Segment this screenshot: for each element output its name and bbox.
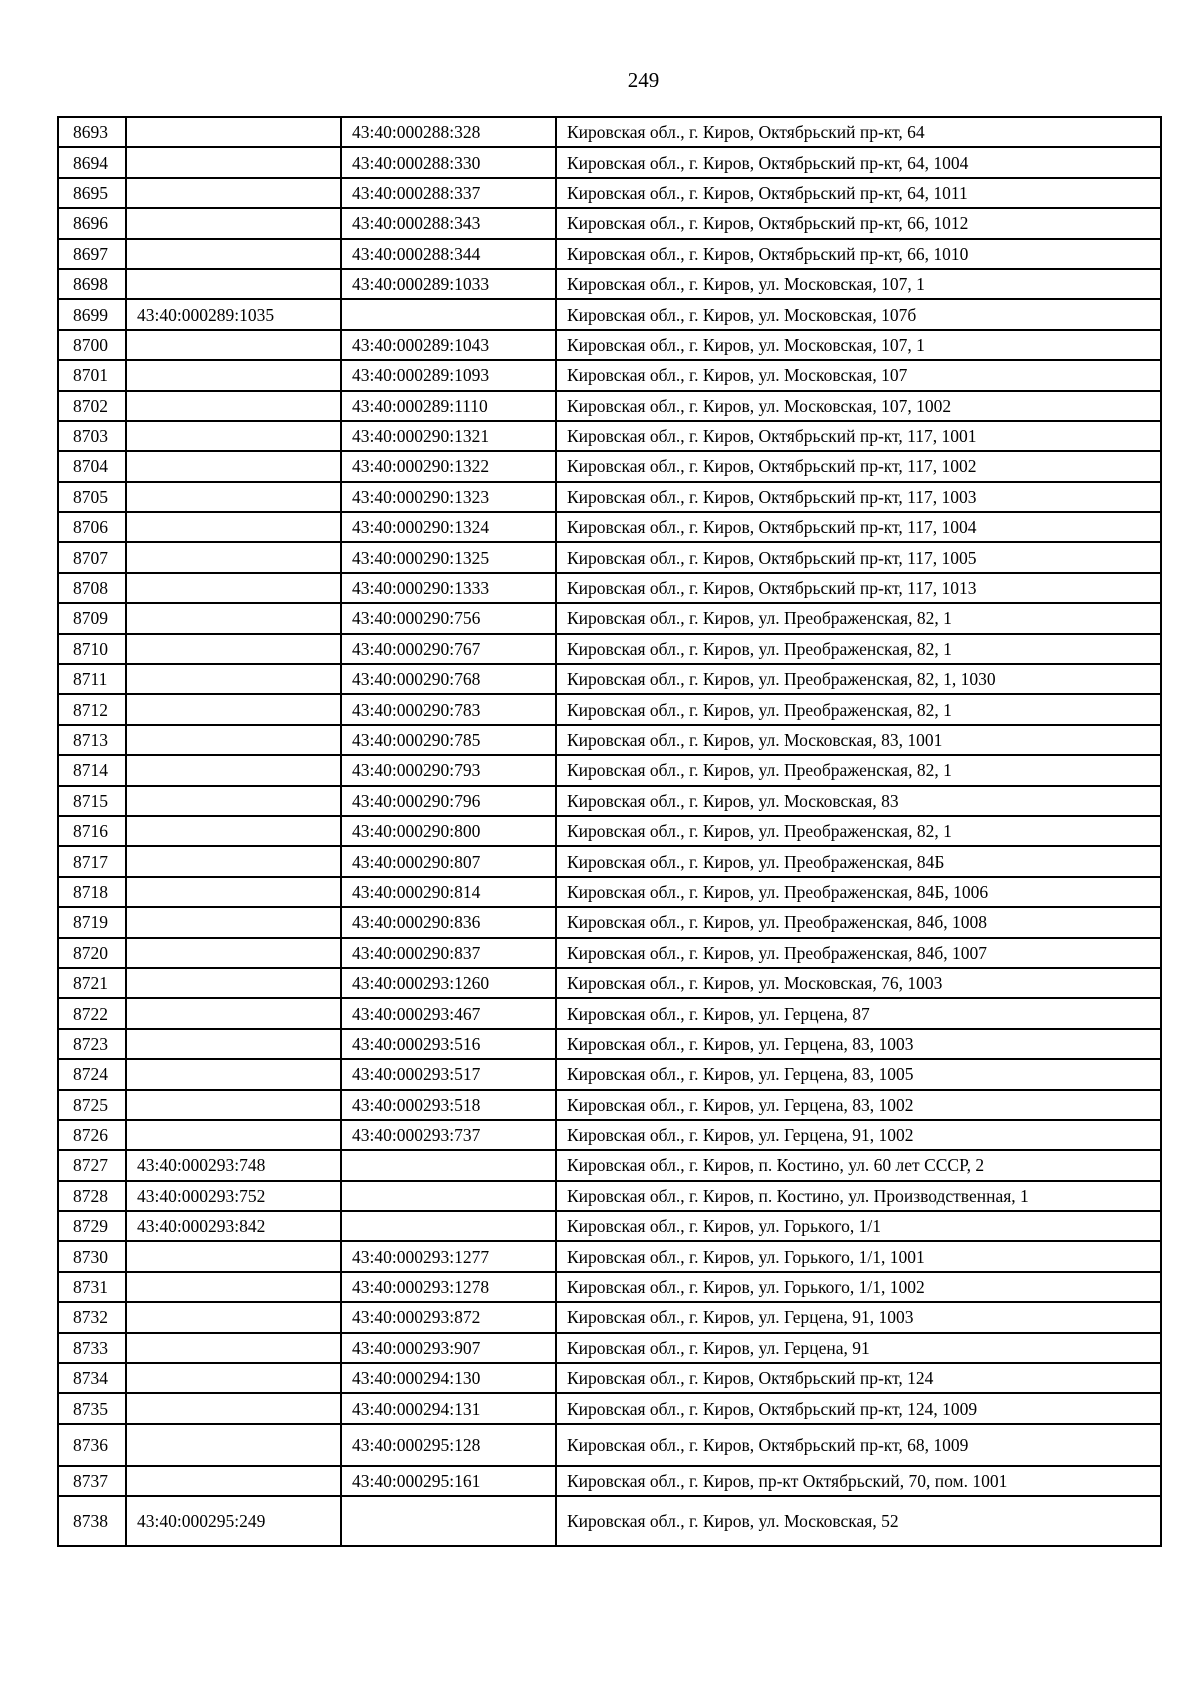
row-number-cell: 8706	[58, 512, 126, 542]
cadastral-number-a-cell	[126, 846, 341, 876]
cadastral-number-a-cell	[126, 1241, 341, 1271]
table-row	[58, 299, 1161, 329]
table-row	[58, 634, 1161, 664]
address-cell: Кировская обл., г. Киров, Октябрьский пр-кт, 64, 1011	[556, 178, 1161, 208]
address-cell: Кировская обл., г. Киров, Октябрьский пр-кт, 66, 1012	[556, 208, 1161, 238]
cadastral-number-a-cell: 43:40:000293:752	[126, 1181, 341, 1211]
table-row	[58, 421, 1161, 451]
row-number-cell: 8713	[58, 725, 126, 755]
cadastral-number-a-cell	[126, 1120, 341, 1150]
cadastral-number-a-cell	[126, 117, 341, 147]
address-cell: Кировская обл., г. Киров, Октябрьский пр-кт, 117, 1013	[556, 573, 1161, 603]
address-cell: Кировская обл., г. Киров, ул. Герцена, 91, 1002	[556, 1120, 1161, 1150]
row-number-cell: 8700	[58, 330, 126, 360]
table-row	[58, 269, 1161, 299]
table-row	[58, 1241, 1161, 1271]
cadastral-number-a-cell	[126, 1029, 341, 1059]
table-row	[58, 573, 1161, 603]
cadastral-number-b-cell: 43:40:000290:756	[341, 603, 556, 633]
cadastral-number-a-cell	[126, 573, 341, 603]
row-number-cell: 8738	[58, 1496, 126, 1546]
table-row	[58, 1150, 1161, 1180]
table-row	[58, 694, 1161, 724]
cadastral-number-b-cell: 43:40:000289:1043	[341, 330, 556, 360]
address-cell: Кировская обл., г. Киров, ул. Преображенская, 82, 1	[556, 694, 1161, 724]
row-number-cell: 8696	[58, 208, 126, 238]
address-cell: Кировская обл., г. Киров, Октябрьский пр-кт, 64, 1004	[556, 147, 1161, 177]
row-number-cell: 8726	[58, 1120, 126, 1150]
row-number-cell: 8707	[58, 542, 126, 572]
address-cell: Кировская обл., г. Киров, ул. Герцена, 83, 1005	[556, 1059, 1161, 1089]
cadastral-number-a-cell	[126, 147, 341, 177]
address-cell: Кировская обл., г. Киров, Октябрьский пр-кт, 64	[556, 117, 1161, 147]
address-cell: Кировская обл., г. Киров, Октябрьский пр-кт, 66, 1010	[556, 239, 1161, 269]
table-row	[58, 786, 1161, 816]
table-row	[58, 1120, 1161, 1150]
cadastral-number-b-cell: 43:40:000293:1277	[341, 1241, 556, 1271]
cadastral-number-b-cell: 43:40:000288:343	[341, 208, 556, 238]
row-number-cell: 8731	[58, 1272, 126, 1302]
cadastral-number-b-cell: 43:40:000290:1324	[341, 512, 556, 542]
cadastral-number-b-cell: 43:40:000293:907	[341, 1333, 556, 1363]
address-cell: Кировская обл., г. Киров, ул. Московская, 107, 1	[556, 330, 1161, 360]
cadastral-number-a-cell	[126, 938, 341, 968]
cadastral-number-a-cell	[126, 786, 341, 816]
row-number-cell: 8698	[58, 269, 126, 299]
cadastral-number-a-cell	[126, 725, 341, 755]
row-number-cell: 8715	[58, 786, 126, 816]
row-number-cell: 8714	[58, 755, 126, 785]
cadastral-number-b-cell: 43:40:000289:1093	[341, 360, 556, 390]
cadastral-number-a-cell	[126, 968, 341, 998]
cadastral-number-a-cell	[126, 542, 341, 572]
cadastral-number-a-cell	[126, 1363, 341, 1393]
address-cell: Кировская обл., г. Киров, пр-кт Октябрьский, 70, пом. 1001	[556, 1466, 1161, 1496]
address-cell: Кировская обл., г. Киров, ул. Горького, 1/1	[556, 1211, 1161, 1241]
row-number-cell: 8729	[58, 1211, 126, 1241]
cadastral-number-a-cell	[126, 907, 341, 937]
cadastral-number-b-cell: 43:40:000290:796	[341, 786, 556, 816]
table-row	[58, 1029, 1161, 1059]
cadastral-number-b-cell: 43:40:000293:518	[341, 1090, 556, 1120]
cadastral-number-b-cell: 43:40:000290:1333	[341, 573, 556, 603]
table-row	[58, 451, 1161, 481]
table-row	[58, 846, 1161, 876]
row-number-cell: 8737	[58, 1466, 126, 1496]
cadastral-number-a-cell	[126, 330, 341, 360]
row-number-cell: 8716	[58, 816, 126, 846]
cadastral-number-a-cell	[126, 391, 341, 421]
property-table	[57, 116, 1162, 1547]
cadastral-number-b-cell: 43:40:000290:814	[341, 877, 556, 907]
cadastral-number-a-cell	[126, 239, 341, 269]
cadastral-number-a-cell	[126, 1333, 341, 1363]
address-cell: Кировская обл., г. Киров, ул. Преображенская, 84б, 1008	[556, 907, 1161, 937]
cadastral-number-a-cell	[126, 664, 341, 694]
table-row	[58, 1363, 1161, 1393]
cadastral-number-b-cell: 43:40:000293:516	[341, 1029, 556, 1059]
row-number-cell: 8712	[58, 694, 126, 724]
row-number-cell: 8717	[58, 846, 126, 876]
cadastral-number-b-cell	[341, 1496, 556, 1546]
cadastral-number-b-cell: 43:40:000288:337	[341, 178, 556, 208]
cadastral-number-a-cell	[126, 360, 341, 390]
row-number-cell: 8732	[58, 1302, 126, 1332]
table-row	[58, 938, 1161, 968]
row-number-cell: 8727	[58, 1150, 126, 1180]
row-number-cell: 8725	[58, 1090, 126, 1120]
row-number-cell: 8693	[58, 117, 126, 147]
table-row	[58, 391, 1161, 421]
cadastral-number-a-cell	[126, 208, 341, 238]
table-row	[58, 1333, 1161, 1363]
row-number-cell: 8736	[58, 1424, 126, 1466]
cadastral-number-b-cell: 43:40:000295:161	[341, 1466, 556, 1496]
row-number-cell: 8705	[58, 482, 126, 512]
table-row	[58, 482, 1161, 512]
address-cell: Кировская обл., г. Киров, ул. Герцена, 83, 1002	[556, 1090, 1161, 1120]
row-number-cell: 8735	[58, 1393, 126, 1423]
table-row	[58, 1181, 1161, 1211]
row-number-cell: 8730	[58, 1241, 126, 1271]
address-cell: Кировская обл., г. Киров, ул. Герцена, 91	[556, 1333, 1161, 1363]
cadastral-number-b-cell: 43:40:000290:768	[341, 664, 556, 694]
cadastral-number-a-cell: 43:40:000295:249	[126, 1496, 341, 1546]
row-number-cell: 8709	[58, 603, 126, 633]
cadastral-number-b-cell: 43:40:000295:128	[341, 1424, 556, 1466]
row-number-cell: 8723	[58, 1029, 126, 1059]
cadastral-number-b-cell: 43:40:000293:1278	[341, 1272, 556, 1302]
address-cell: Кировская обл., г. Киров, ул. Преображенская, 84Б	[556, 846, 1161, 876]
address-cell: Кировская обл., г. Киров, ул. Московская, 107, 1002	[556, 391, 1161, 421]
cadastral-number-b-cell: 43:40:000293:517	[341, 1059, 556, 1089]
table-row	[58, 1302, 1161, 1332]
cadastral-number-a-cell	[126, 269, 341, 299]
row-number-cell: 8711	[58, 664, 126, 694]
address-cell: Кировская обл., г. Киров, ул. Московская, 107б	[556, 299, 1161, 329]
table-row	[58, 1211, 1161, 1241]
cadastral-number-a-cell	[126, 1059, 341, 1089]
table-row	[58, 725, 1161, 755]
cadastral-number-b-cell: 43:40:000288:344	[341, 239, 556, 269]
address-cell: Кировская обл., г. Киров, ул. Преображенская, 82, 1	[556, 816, 1161, 846]
cadastral-number-a-cell	[126, 755, 341, 785]
cadastral-number-b-cell: 43:40:000290:767	[341, 634, 556, 664]
row-number-cell: 8694	[58, 147, 126, 177]
table-row	[58, 755, 1161, 785]
cadastral-number-a-cell	[126, 1466, 341, 1496]
address-cell: Кировская обл., г. Киров, ул. Московская, 107, 1	[556, 269, 1161, 299]
row-number-cell: 8720	[58, 938, 126, 968]
address-cell: Кировская обл., г. Киров, Октябрьский пр-кт, 124, 1009	[556, 1393, 1161, 1423]
table-row	[58, 1393, 1161, 1423]
cadastral-number-a-cell	[126, 694, 341, 724]
cadastral-number-a-cell	[126, 816, 341, 846]
cadastral-number-b-cell	[341, 1211, 556, 1241]
cadastral-number-b-cell	[341, 1181, 556, 1211]
cadastral-number-b-cell: 43:40:000290:807	[341, 846, 556, 876]
row-number-cell: 8702	[58, 391, 126, 421]
address-cell: Кировская обл., г. Киров, Октябрьский пр-кт, 124	[556, 1363, 1161, 1393]
cadastral-number-a-cell	[126, 178, 341, 208]
table-row	[58, 147, 1161, 177]
address-cell: Кировская обл., г. Киров, ул. Московская, 52	[556, 1496, 1161, 1546]
table-row	[58, 330, 1161, 360]
table-row	[58, 1090, 1161, 1120]
cadastral-number-b-cell: 43:40:000290:793	[341, 755, 556, 785]
table-row	[58, 1466, 1161, 1496]
address-cell: Кировская обл., г. Киров, ул. Преображенская, 82, 1, 1030	[556, 664, 1161, 694]
table-row	[58, 664, 1161, 694]
table-row	[58, 178, 1161, 208]
table-row	[58, 603, 1161, 633]
address-cell: Кировская обл., г. Киров, п. Костино, ул. 60 лет СССР, 2	[556, 1150, 1161, 1180]
address-cell: Кировская обл., г. Киров, Октябрьский пр-кт, 68, 1009	[556, 1424, 1161, 1466]
address-cell: Кировская обл., г. Киров, ул. Горького, 1/1, 1001	[556, 1241, 1161, 1271]
cadastral-number-a-cell	[126, 1302, 341, 1332]
address-cell: Кировская обл., г. Киров, ул. Герцена, 91, 1003	[556, 1302, 1161, 1332]
page-number: 249	[627, 68, 660, 92]
table-row	[58, 208, 1161, 238]
cadastral-number-a-cell	[126, 1272, 341, 1302]
cadastral-number-a-cell	[126, 421, 341, 451]
cadastral-number-a-cell	[126, 1393, 341, 1423]
cadastral-number-b-cell: 43:40:000290:836	[341, 907, 556, 937]
row-number-cell: 8722	[58, 998, 126, 1028]
cadastral-number-b-cell	[341, 299, 556, 329]
table-row	[58, 239, 1161, 269]
cadastral-number-b-cell: 43:40:000290:1322	[341, 451, 556, 481]
cadastral-number-b-cell: 43:40:000290:1323	[341, 482, 556, 512]
cadastral-number-b-cell: 43:40:000289:1033	[341, 269, 556, 299]
cadastral-number-b-cell: 43:40:000293:872	[341, 1302, 556, 1332]
cadastral-number-a-cell	[126, 482, 341, 512]
address-cell: Кировская обл., г. Киров, ул. Преображенская, 84б, 1007	[556, 938, 1161, 968]
address-cell: Кировская обл., г. Киров, ул. Преображенская, 84Б, 1006	[556, 877, 1161, 907]
cadastral-number-a-cell	[126, 877, 341, 907]
cadastral-number-b-cell: 43:40:000289:1110	[341, 391, 556, 421]
cadastral-number-b-cell: 43:40:000294:131	[341, 1393, 556, 1423]
table-row	[58, 1059, 1161, 1089]
cadastral-number-a-cell	[126, 1424, 341, 1466]
table-row	[58, 816, 1161, 846]
cadastral-number-b-cell	[341, 1150, 556, 1180]
cadastral-number-a-cell: 43:40:000289:1035	[126, 299, 341, 329]
cadastral-number-b-cell: 43:40:000294:130	[341, 1363, 556, 1393]
cadastral-number-a-cell	[126, 634, 341, 664]
address-cell: Кировская обл., г. Киров, Октябрьский пр-кт, 117, 1002	[556, 451, 1161, 481]
row-number-cell: 8710	[58, 634, 126, 664]
cadastral-number-b-cell: 43:40:000293:1260	[341, 968, 556, 998]
cadastral-number-a-cell	[126, 451, 341, 481]
address-cell: Кировская обл., г. Киров, Октябрьский пр-кт, 117, 1004	[556, 512, 1161, 542]
address-cell: Кировская обл., г. Киров, Октябрьский пр-кт, 117, 1003	[556, 482, 1161, 512]
cadastral-number-a-cell	[126, 603, 341, 633]
address-cell: Кировская обл., г. Киров, ул. Герцена, 83, 1003	[556, 1029, 1161, 1059]
address-cell: Кировская обл., г. Киров, ул. Преображенская, 82, 1	[556, 755, 1161, 785]
cadastral-number-a-cell	[126, 1090, 341, 1120]
table-row	[58, 877, 1161, 907]
table-row	[58, 1424, 1161, 1466]
address-cell: Кировская обл., г. Киров, ул. Московская, 107	[556, 360, 1161, 390]
address-cell: Кировская обл., г. Киров, ул. Преображенская, 82, 1	[556, 603, 1161, 633]
address-cell: Кировская обл., г. Киров, ул. Московская, 83	[556, 786, 1161, 816]
table-row	[58, 542, 1161, 572]
address-cell: Кировская обл., г. Киров, ул. Герцена, 87	[556, 998, 1161, 1028]
address-cell: Кировская обл., г. Киров, ул. Московская, 76, 1003	[556, 968, 1161, 998]
row-number-cell: 8697	[58, 239, 126, 269]
row-number-cell: 8721	[58, 968, 126, 998]
address-cell: Кировская обл., г. Киров, ул. Московская, 83, 1001	[556, 725, 1161, 755]
cadastral-number-b-cell: 43:40:000293:737	[341, 1120, 556, 1150]
address-cell: Кировская обл., г. Киров, ул. Преображенская, 82, 1	[556, 634, 1161, 664]
cadastral-number-b-cell: 43:40:000290:783	[341, 694, 556, 724]
cadastral-number-b-cell: 43:40:000290:837	[341, 938, 556, 968]
address-cell: Кировская обл., г. Киров, Октябрьский пр-кт, 117, 1001	[556, 421, 1161, 451]
row-number-cell: 8708	[58, 573, 126, 603]
cadastral-number-b-cell: 43:40:000290:1321	[341, 421, 556, 451]
table-row	[58, 998, 1161, 1028]
address-cell: Кировская обл., г. Киров, ул. Горького, 1/1, 1002	[556, 1272, 1161, 1302]
cadastral-number-b-cell: 43:40:000290:800	[341, 816, 556, 846]
cadastral-number-a-cell: 43:40:000293:748	[126, 1150, 341, 1180]
cadastral-number-a-cell: 43:40:000293:842	[126, 1211, 341, 1241]
cadastral-number-b-cell: 43:40:000290:1325	[341, 542, 556, 572]
address-cell: Кировская обл., г. Киров, п. Костино, ул. Производственная, 1	[556, 1181, 1161, 1211]
row-number-cell: 8703	[58, 421, 126, 451]
table-row	[58, 360, 1161, 390]
row-number-cell: 8728	[58, 1181, 126, 1211]
row-number-cell: 8733	[58, 1333, 126, 1363]
cadastral-number-b-cell: 43:40:000293:467	[341, 998, 556, 1028]
row-number-cell: 8734	[58, 1363, 126, 1393]
cadastral-number-a-cell	[126, 512, 341, 542]
table-row	[58, 117, 1161, 147]
row-number-cell: 8724	[58, 1059, 126, 1089]
table-row	[58, 512, 1161, 542]
address-cell: Кировская обл., г. Киров, Октябрьский пр-кт, 117, 1005	[556, 542, 1161, 572]
row-number-cell: 8719	[58, 907, 126, 937]
table-row	[58, 907, 1161, 937]
row-number-cell: 8704	[58, 451, 126, 481]
row-number-cell: 8701	[58, 360, 126, 390]
table-row	[58, 1496, 1161, 1546]
row-number-cell: 8695	[58, 178, 126, 208]
row-number-cell: 8699	[58, 299, 126, 329]
cadastral-number-b-cell: 43:40:000288:328	[341, 117, 556, 147]
table-row	[58, 1272, 1161, 1302]
cadastral-number-b-cell: 43:40:000290:785	[341, 725, 556, 755]
table-row	[58, 968, 1161, 998]
cadastral-number-a-cell	[126, 998, 341, 1028]
row-number-cell: 8718	[58, 877, 126, 907]
table-body	[58, 117, 1161, 1546]
cadastral-number-b-cell: 43:40:000288:330	[341, 147, 556, 177]
